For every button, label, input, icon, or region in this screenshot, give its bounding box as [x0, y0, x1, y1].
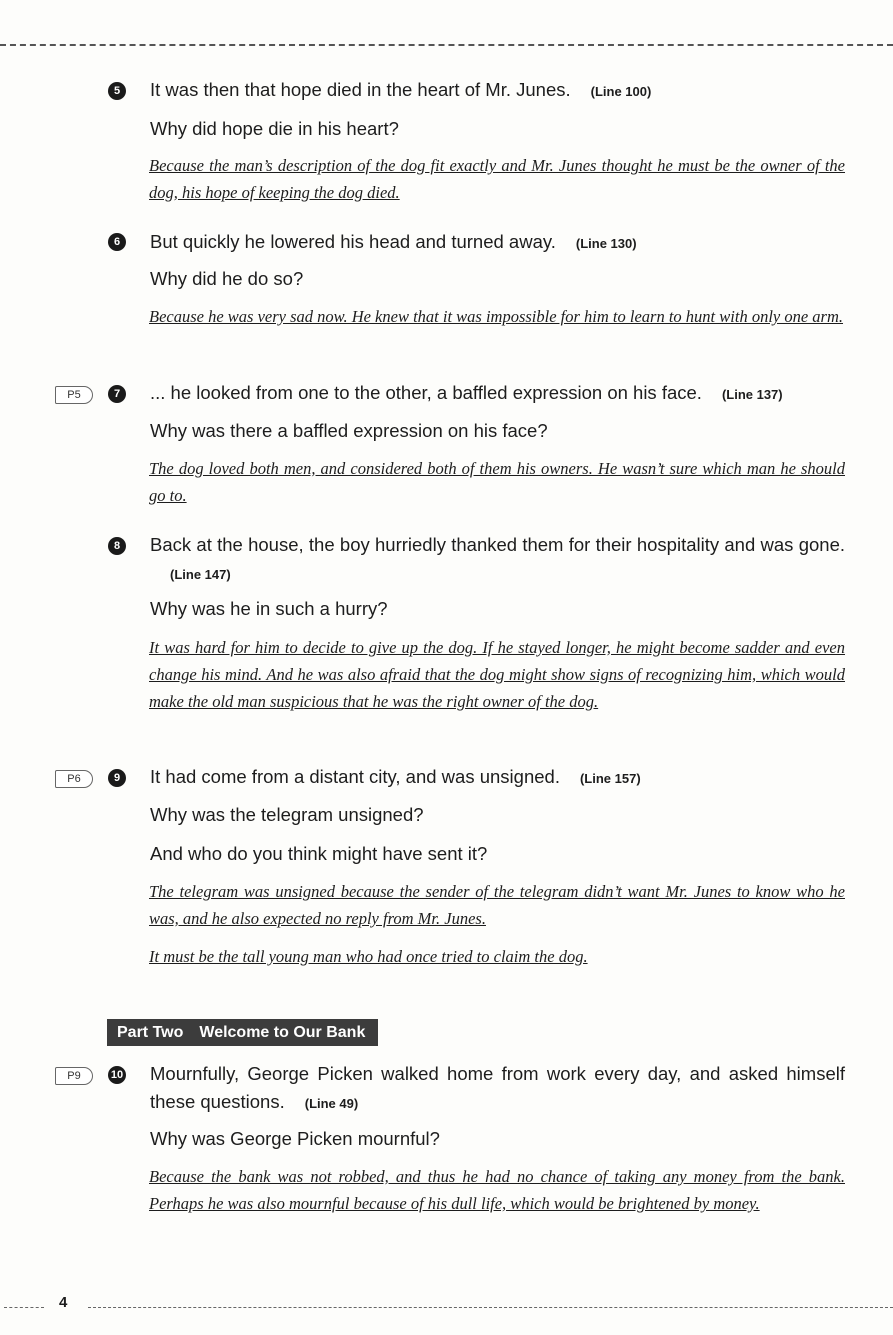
question-text: Why did hope die in his heart?: [150, 118, 399, 139]
quote-text: Back at the house, the boy hurriedly thanked them for their hospitality and was gone.(Line 147): [150, 534, 845, 582]
section-title: Welcome to Our Bank: [199, 1024, 366, 1041]
question-text: Why was there a baffled expression on his face?: [150, 420, 548, 441]
question-number: 5: [108, 82, 126, 100]
answer-text: Because the bank was not robbed, and thus he had no chance of taking any money from the bank. Perhaps he was also mournful because of his dull life, which would be brightened by money.: [149, 1167, 845, 1213]
quote-text: Mournfully, George Picken walked home from work every day, and asked himself these questions. (Line 49): [150, 1063, 845, 1112]
line-reference: (Line 147): [170, 567, 231, 582]
bottom-dashed-rule: [88, 1307, 893, 1308]
page-reference-tag: P5: [55, 386, 93, 404]
line-reference: (Line 100): [590, 84, 652, 99]
section-part-label: Part Two: [117, 1024, 184, 1041]
question-text: Why was he in such a hurry?: [150, 598, 388, 619]
question-number: 8: [108, 537, 126, 555]
page-number: 4: [59, 1294, 68, 1311]
quote-text: It had come from a distant city, and was unsigned. (Line 157): [150, 766, 641, 787]
line-reference: (Line 130): [575, 236, 637, 251]
question-text: Why was the telegram unsigned?: [150, 804, 424, 825]
question-text: And who do you think might have sent it?: [150, 843, 488, 864]
bottom-dashed-rule: [4, 1307, 44, 1308]
page-reference-tag: P6: [55, 770, 93, 788]
top-dashed-rule: [0, 44, 893, 46]
question-number: 9: [108, 769, 126, 787]
quote-text: It was then that hope died in the heart of Mr. Junes. (Line 100): [150, 79, 652, 100]
answer-text: Because he was very sad now. He knew that it was impossible for him to learn to hunt with only one arm.: [149, 307, 844, 326]
answer-text: The telegram was unsigned because the sender of the telegram didn’t want Mr. Junes to know who he was, and he also expected no reply from Mr. Junes.: [149, 882, 845, 928]
question-text: Why did he do so?: [150, 268, 304, 289]
line-reference: (Line 157): [579, 771, 641, 786]
page-reference-tag: P9: [55, 1067, 93, 1085]
line-reference: (Line 49): [304, 1096, 359, 1111]
question-text: Why was George Picken mournful?: [150, 1128, 440, 1149]
answer-text: It must be the tall young man who had once tried to claim the dog.: [149, 947, 588, 966]
answer-text: Because the man’s description of the dog fit exactly and Mr. Junes thought he must be the owner of the dog, his hope of keeping the dog died.: [149, 156, 845, 202]
quote-text: But quickly he lowered his head and turned away. (Line 130): [150, 231, 637, 252]
answer-text: It was hard for him to decide to give up the dog. If he stayed longer, he might become sadder and even change his mind. And he was also afraid that the dog might show signs of recognizing him, which would make the old man suspicious that he was the right owner of the dog.: [149, 638, 845, 711]
answer-text: The dog loved both men, and considered both of them his owners. He wasn’t sure which man he should go to.: [149, 459, 845, 505]
section-banner: [107, 1019, 378, 1046]
question-number: 6: [108, 233, 126, 251]
quote-text: ... he looked from one to the other, a baffled expression on his face. (Line 137): [150, 382, 783, 403]
question-number: 7: [108, 385, 126, 403]
question-number: 10: [108, 1066, 126, 1084]
line-reference: (Line 137): [721, 387, 783, 402]
